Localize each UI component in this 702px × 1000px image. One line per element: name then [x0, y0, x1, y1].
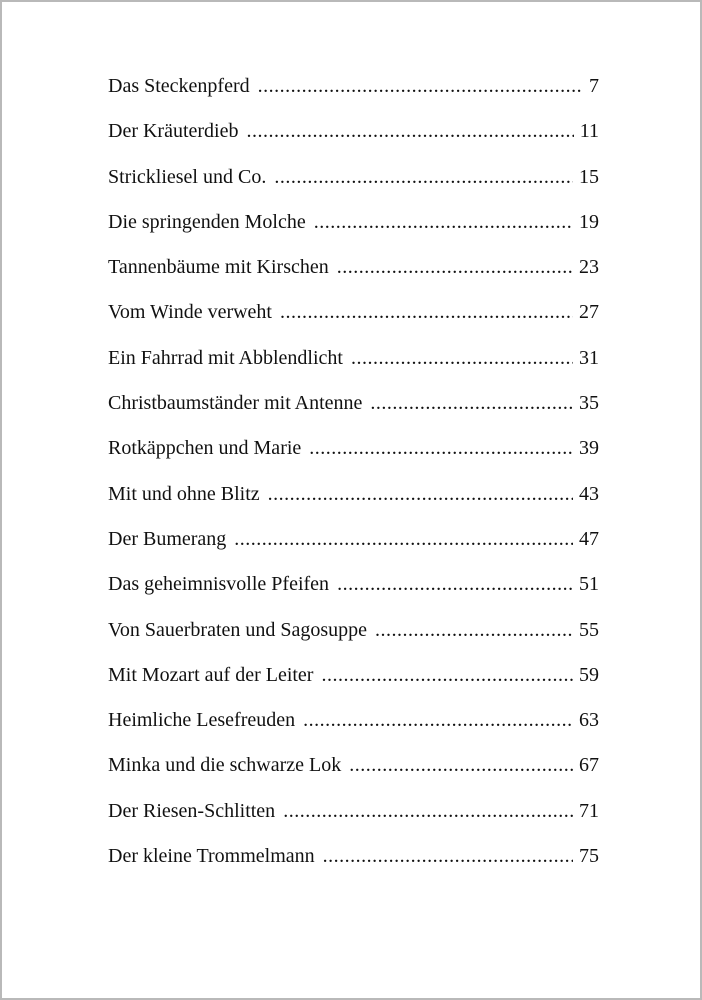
toc-entry	[108, 75, 599, 120]
toc-entry-title: Der kleine Trommelmann	[108, 845, 315, 868]
toc-entry-title: Der Kräuterdieb	[108, 120, 239, 143]
dot-leader	[351, 347, 573, 370]
toc-entry	[108, 392, 599, 437]
toc-entry	[108, 619, 599, 664]
toc-entry	[108, 120, 599, 165]
toc-entry	[108, 301, 599, 346]
toc-entry-page: 51	[579, 573, 599, 596]
toc-entry-title: Heimliche Lesefreuden	[108, 709, 296, 732]
toc-entry-title: Strickliesel und Co.	[108, 165, 267, 188]
toc-entry	[108, 528, 599, 573]
dot-leader	[314, 211, 573, 234]
toc-entry	[108, 211, 599, 256]
table-of-contents	[108, 75, 599, 890]
toc-entry-page: 75	[579, 845, 599, 868]
toc-entry-page: 63	[579, 709, 599, 732]
toc-entry-page: 55	[579, 618, 599, 641]
dot-leader	[323, 845, 573, 868]
dot-leader	[280, 301, 573, 324]
dot-leader	[309, 437, 573, 460]
toc-entry-page: 23	[579, 256, 599, 279]
toc-entry	[108, 845, 599, 890]
toc-entry-page: 27	[579, 301, 599, 324]
dot-leader	[337, 256, 573, 279]
toc-entry	[108, 483, 599, 528]
toc-entry-title: Ein Fahrrad mit Abblendlicht	[108, 346, 343, 369]
toc-entry-page: 19	[579, 210, 599, 233]
dot-leader	[268, 483, 573, 506]
toc-entry-title: Minka und die schwarze Lok	[108, 754, 342, 777]
toc-entry-page: 31	[579, 346, 599, 369]
toc-entry	[108, 800, 599, 845]
dot-leader	[337, 573, 573, 596]
dot-leader	[349, 754, 573, 777]
toc-entry-page: 59	[579, 663, 599, 686]
toc-entry-title: Christbaumständer mit Antenne	[108, 392, 363, 415]
toc-entry-page: 39	[579, 437, 599, 460]
toc-entry-title: Der Bumerang	[108, 527, 227, 550]
dot-leader	[258, 75, 583, 98]
toc-entry	[108, 166, 599, 211]
toc-entry-page: 71	[579, 799, 599, 822]
toc-entry-title: Das Steckenpferd	[108, 75, 250, 97]
toc-entry-page: 11	[579, 120, 599, 143]
toc-entry-page: 67	[579, 754, 599, 777]
toc-entry-page: 15	[579, 165, 599, 188]
toc-entry-page: 7	[589, 75, 599, 97]
toc-entry-page: 47	[579, 527, 599, 550]
toc-entry	[108, 256, 599, 301]
dot-leader	[274, 166, 573, 189]
dot-leader	[370, 392, 573, 415]
toc-entry	[108, 347, 599, 392]
toc-entry-title: Von Sauerbraten und Sagosuppe	[108, 618, 368, 641]
dot-leader	[234, 528, 573, 551]
toc-entry	[108, 754, 599, 799]
toc-entry-title: Mit Mozart auf der Leiter	[108, 663, 314, 686]
toc-entry-title: Tannenbäume mit Kirschen	[108, 256, 329, 279]
dot-leader	[321, 664, 573, 687]
toc-entry	[108, 709, 599, 754]
toc-entry-title: Vom Winde verweht	[108, 301, 272, 324]
dot-leader	[247, 120, 574, 143]
dot-leader	[375, 619, 573, 642]
toc-entry-page: 35	[579, 392, 599, 415]
toc-entry-page: 43	[579, 482, 599, 505]
toc-entry	[108, 437, 599, 482]
toc-entry-title: Mit und ohne Blitz	[108, 482, 260, 505]
toc-entry	[108, 664, 599, 709]
dot-leader	[303, 709, 573, 732]
toc-entry-title: Das geheimnisvolle Pfeifen	[108, 573, 330, 596]
toc-entry	[108, 573, 599, 618]
toc-entry-title: Die springenden Molche	[108, 210, 306, 233]
dot-leader	[283, 800, 573, 823]
toc-entry-title: Der Riesen-Schlitten	[108, 799, 276, 822]
toc-entry-title: Rotkäppchen und Marie	[108, 437, 302, 460]
